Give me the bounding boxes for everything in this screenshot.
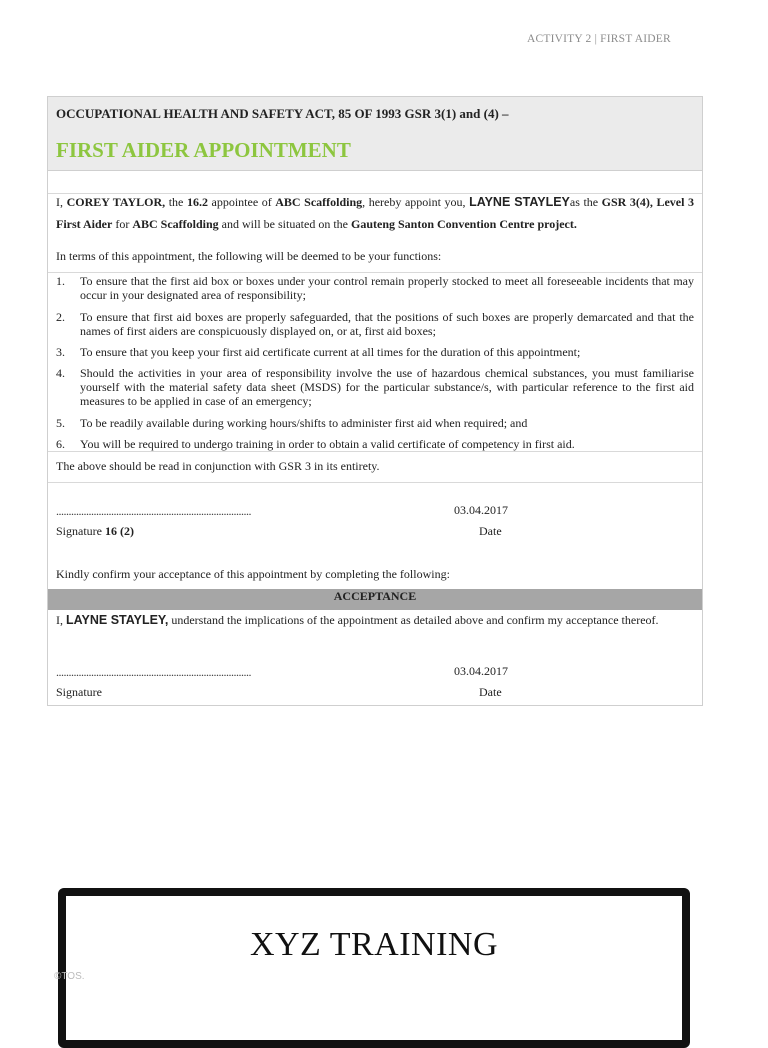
divider [48,451,702,452]
function-item: 3. To ensure that you keep your first aid certificate current at all times for the duration of this appointment; [56,345,581,359]
running-header: ACTIVITY 2 | FIRST AIDER [527,33,671,45]
signature-label: Signature [56,685,102,699]
read-note: The above should be read in conjunction with GSR 3 in its entirety. [56,459,380,473]
signature-label: Signature 16 (2) [56,524,134,538]
company-name: ABC Scaffolding [275,195,363,209]
brand-frame [58,888,690,1048]
date-label: Date [479,524,502,538]
function-item: 2. To ensure that first aid boxes are properly safeguarded, that the positions of such boxes are properly demarcated and that the names of first aiders are conspicuously displayed on, or at, first aid boxes; [56,310,694,338]
function-item: 5. To be readily available during working hours/shifts to administer first aid when required; and [56,416,528,430]
appointee-name: LAYNE STAYLEY [469,195,570,209]
divider [48,482,702,483]
watermark: ©TOS. [54,971,85,982]
signature-date: 03.04.2017 [454,664,508,678]
divider [48,272,702,273]
acceptor-name: LAYNE STAYLEY, [66,613,169,627]
acceptance-paragraph: I, LAYNE STAYLEY, understand the implications of the appointment as detailed above and confirm my acceptance thereof. [56,613,659,627]
appointment-form [47,96,703,706]
functions-intro: In terms of this appointment, the following will be deemed to be your functions: [56,249,442,263]
form-title: FIRST AIDER APPOINTMENT [56,138,351,162]
signature-line: .............................................................................. [56,504,251,518]
appointer-name: COREY TAYLOR, [66,195,166,209]
role-name: GSR 3(4), Level 3 First Aider [56,195,695,231]
appointment-paragraph: I, COREY TAYLOR, the 16.2 appointee of ABC Scaffolding, hereby appoint you, LAYNE STAYLEYas the GSR 3(4), Level 3 First Aider for ABC Scaffolding and will be situated on the Gauteng Santon Convention Centre project. [56,195,695,231]
function-item: 1. To ensure that the first aid box or boxes under your control remain properly stocked to meet all foreseeable incidents that may occur in your designated area of responsibility; [56,274,694,302]
acceptance-heading: ACCEPTANCE [48,589,702,610]
function-item: 6. You will be required to undergo training in order to obtain a valid certificate of competency in first aid. [56,437,575,451]
date-label: Date [479,685,502,699]
confirm-text: Kindly confirm your acceptance of this appointment by completing the following: [56,567,450,581]
function-item: 4. Should the activities in your area of responsibility involve the use of hazardous chemical substances, you must familiarise yourself with the material safety data sheet (MSDS) for the particular substance/s, with particular reference to the first aid measures to be applied in case of an emergency; [56,366,694,408]
brand-title: XYZ TRAINING [249,926,499,963]
act-reference: OCCUPATIONAL HEALTH AND SAFETY ACT, 85 OF 1993 GSR 3(1) and (4) – [56,106,509,121]
project-name: Gauteng Santon Convention Centre project. [350,217,577,231]
signature-line: .............................................................................. [56,665,251,679]
form-title-block [48,97,702,171]
signature-date: 03.04.2017 [454,503,508,517]
